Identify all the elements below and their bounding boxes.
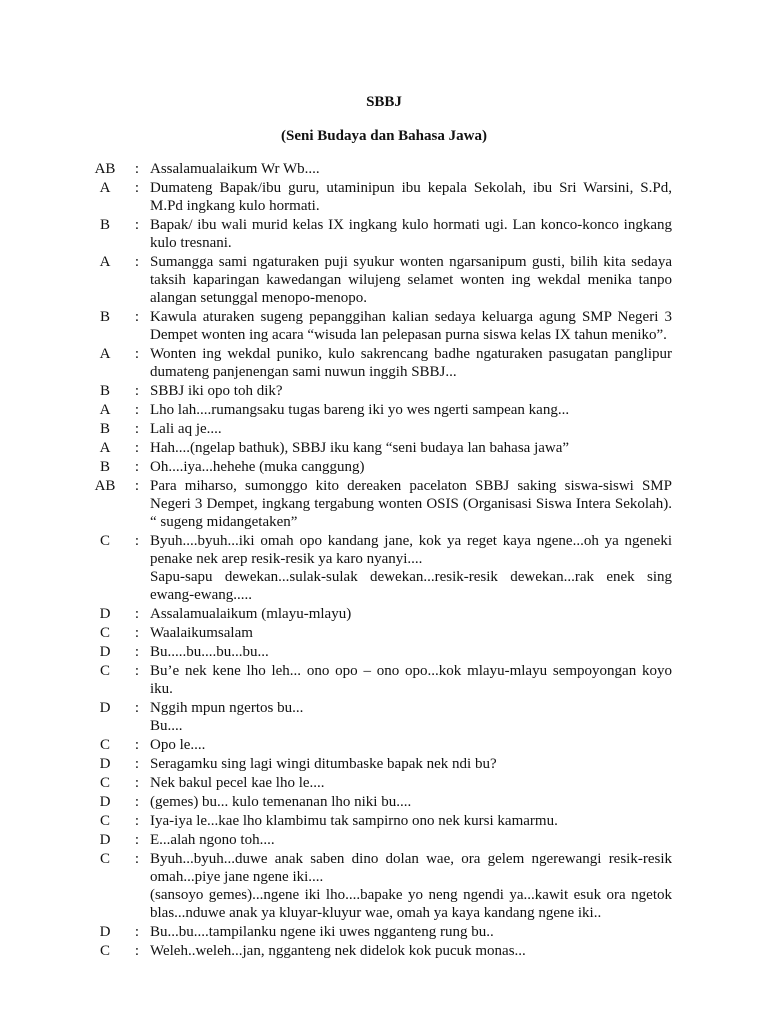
dialogue-text [150,736,672,754]
separator-colon: : [134,924,140,940]
dialogue-line: Bu’e nek kene lho leh... ono opo – ono opo...kok mlayu-mlayu sempoyongan koyo iku. [150,663,672,697]
separator-colon: : [134,756,140,772]
dialogue-row [86,216,672,252]
separator-colon: : [134,459,140,475]
separator-colon: : [134,161,140,177]
dialogue-line: Lho lah....rumangsaku tugas bareng iki yo wes ngerti sampean kang... [150,402,570,418]
speaker-code: C [99,533,110,549]
dialogue-text [150,942,672,960]
separator-colon: : [134,383,140,399]
dialogue-line: Wonten ing wekdal puniko, kulo sakrencang badhe ngaturaken pasugatan panglipur dumateng panjenengan sami nuwun inggih SBBJ... [150,346,672,380]
speaker-code: D [99,644,111,660]
speaker-code: A [99,402,111,418]
separator-colon: : [134,180,140,196]
dialogue-line: Oh....iya...hehehe (muka canggung) [150,459,365,475]
dialogue-text [150,253,672,307]
dialogue-text [150,923,672,941]
dialogue-row [86,605,672,623]
document-title: SBBJ [366,94,402,110]
dialogue-text [150,605,672,623]
speaker-code: D [99,832,111,848]
separator-colon: : [134,533,140,549]
dialogue-text [150,774,672,792]
speaker-code: B [99,421,110,437]
speaker-code: D [99,700,111,716]
dialogue-row [86,532,672,604]
dialogue-row [86,942,672,960]
separator-colon: : [134,478,140,494]
dialogue-text [150,624,672,642]
dialogue-line: Bu.....bu....bu...bu... [150,644,269,660]
dialogue-row [86,624,672,642]
separator-colon: : [134,254,140,270]
dialogue-line: Byuh....byuh...iki omah opo kandang jane, kok ya reget kaya ngene...oh ya ngeneki penake nek arep resik-resik ya karo nyanyi.... [150,533,672,567]
dialogue-text [150,420,672,438]
speaker-code: B [99,459,110,475]
dialogue-text [150,831,672,849]
dialogue-line: Sumangga sami ngaturaken puji syukur wonten ngarsanipum gusti, bilih kita sedaya taksih kaparingan kawedangan wilujeng selamet wonten ing wekdal menika tanpo alangan setunggal menopo-menopo. [150,254,672,306]
dialogue-line: Sapu-sapu dewekan...sulak-sulak dewekan...resik-resik dewekan...rak enek sing ewang-ewang..... [150,569,672,603]
dialogue-script [86,160,672,961]
separator-colon: : [134,440,140,456]
dialogue-text [150,643,672,661]
speaker-code: C [99,943,110,959]
dialogue-text [150,662,672,698]
dialogue-text [150,793,672,811]
speaker-code: A [99,440,111,456]
dialogue-row [86,736,672,754]
dialogue-line: Para miharso, sumonggo kito dereaken pacelaton SBBJ saking siswa-siswi SMP Negeri 3 Dempet, ingkang tergabung wonten OSIS (Organisasi Siswa Intera Sekolah). “ sugeng midangetaken” [150,478,672,530]
dialogue-text [150,458,672,476]
separator-colon: : [134,402,140,418]
speaker-code: B [99,217,110,233]
dialogue-row [86,755,672,773]
separator-colon: : [134,943,140,959]
speaker-code: C [99,663,110,679]
speaker-code: C [99,625,110,641]
speaker-code: A [99,254,111,270]
dialogue-row [86,831,672,849]
dialogue-text [150,812,672,830]
speaker-code: C [99,737,110,753]
dialogue-row [86,812,672,830]
dialogue-row [86,345,672,381]
separator-colon: : [134,794,140,810]
dialogue-line: Dumateng Bapak/ibu guru, utaminipun ibu kepala Sekolah, ibu Sri Warsini, S.Pd, M.Pd ingkang kulo hormati. [150,180,672,214]
speaker-code: A [99,346,111,362]
dialogue-line: Nggih mpun ngertos bu... [150,700,304,716]
dialogue-row [86,382,672,400]
dialogue-line: SBBJ iki opo toh dik? [150,383,283,399]
dialogue-text [150,699,672,735]
speaker-code: C [99,851,110,867]
dialogue-row [86,662,672,698]
dialogue-line: Kawula aturaken sugeng pepanggihan kalian sedaya keluarga agung SMP Negeri 3 Dempet wonten ing acara “wisuda lan pelepasan purna siswa kelas IX tahun meniko”. [150,309,672,343]
dialogue-line: Iya-iya le...kae lho klambimu tak sampirno ono nek kursi kamarmu. [150,813,558,829]
dialogue-row [86,793,672,811]
speaker-code: C [99,775,110,791]
separator-colon: : [134,309,140,325]
speaker-code: AB [94,161,116,177]
dialogue-row [86,477,672,531]
speaker-code: B [99,383,110,399]
dialogue-line: (sansoyo gemes)...ngene iki lho....bapake yo neng ngendi ya...kawit esuk ora ngetok blas...nduwe anak ya kluyar-kluyur wae, omah ya kaya kandang ngene iki.. [150,887,672,921]
dialogue-line: Bapak/ ibu wali murid kelas IX ingkang kulo hormati ugi. Lan konco-konco ingkang kulo tresnani. [150,217,672,251]
separator-colon: : [134,851,140,867]
speaker-code: B [99,309,110,325]
separator-colon: : [134,700,140,716]
dialogue-row [86,699,672,735]
dialogue-row [86,439,672,457]
dialogue-line: Assalamualaikum (mlayu-mlayu) [150,606,352,622]
dialogue-row [86,308,672,344]
separator-colon: : [134,737,140,753]
dialogue-text [150,401,672,419]
dialogue-row [86,850,672,922]
dialogue-row [86,643,672,661]
separator-colon: : [134,663,140,679]
separator-colon: : [134,606,140,622]
dialogue-row [86,401,672,419]
dialogue-line: Assalamualaikum Wr Wb.... [150,161,320,177]
dialogue-row [86,420,672,438]
dialogue-text [150,477,672,531]
speaker-code: AB [94,478,116,494]
dialogue-text [150,160,672,178]
dialogue-line: Opo le.... [150,737,206,753]
speaker-code: C [99,813,110,829]
separator-colon: : [134,644,140,660]
dialogue-line: Waalaikumsalam [150,625,253,641]
dialogue-line: E...alah ngono toh.... [150,832,275,848]
dialogue-line: Nek bakul pecel kae lho le.... [150,775,325,791]
document-subtitle: (Seni Budaya dan Bahasa Jawa) [281,128,487,144]
dialogue-text [150,382,672,400]
speaker-code: D [99,924,111,940]
separator-colon: : [134,775,140,791]
dialogue-row [86,179,672,215]
separator-colon: : [134,625,140,641]
separator-colon: : [134,832,140,848]
dialogue-line: Bu.... [150,718,183,734]
dialogue-line: Bu...bu....tampilanku ngene iki uwes ngganteng rung bu.. [150,924,494,940]
dialogue-text [150,179,672,215]
dialogue-text [150,532,672,604]
dialogue-text [150,345,672,381]
speaker-code: D [99,606,111,622]
dialogue-row [86,923,672,941]
dialogue-line: Weleh..weleh...jan, ngganteng nek didelok kok pucuk monas... [150,943,526,959]
dialogue-row [86,253,672,307]
separator-colon: : [134,813,140,829]
dialogue-line: Lali aq je.... [150,421,222,437]
separator-colon: : [134,421,140,437]
speaker-code: D [99,756,111,772]
dialogue-line: Seragamku sing lagi wingi ditumbaske bapak nek ndi bu? [150,756,497,772]
dialogue-row [86,160,672,178]
dialogue-row [86,774,672,792]
dialogue-text [150,755,672,773]
dialogue-text [150,850,672,922]
dialogue-line: Byuh...byuh...duwe anak saben dino dolan wae, ora gelem ngerewangi resik-resik omah...piye jane ngene iki.... [150,851,672,885]
speaker-code: A [99,180,111,196]
dialogue-text [150,439,672,457]
dialogue-line: Hah....(ngelap bathuk), SBBJ iku kang “seni budaya lan bahasa jawa” [150,440,570,456]
dialogue-line: (gemes) bu... kulo temenanan lho niki bu.... [150,794,412,810]
separator-colon: : [134,217,140,233]
speaker-code: D [99,794,111,810]
dialogue-text [150,308,672,344]
dialogue-text [150,216,672,252]
dialogue-row [86,458,672,476]
separator-colon: : [134,346,140,362]
